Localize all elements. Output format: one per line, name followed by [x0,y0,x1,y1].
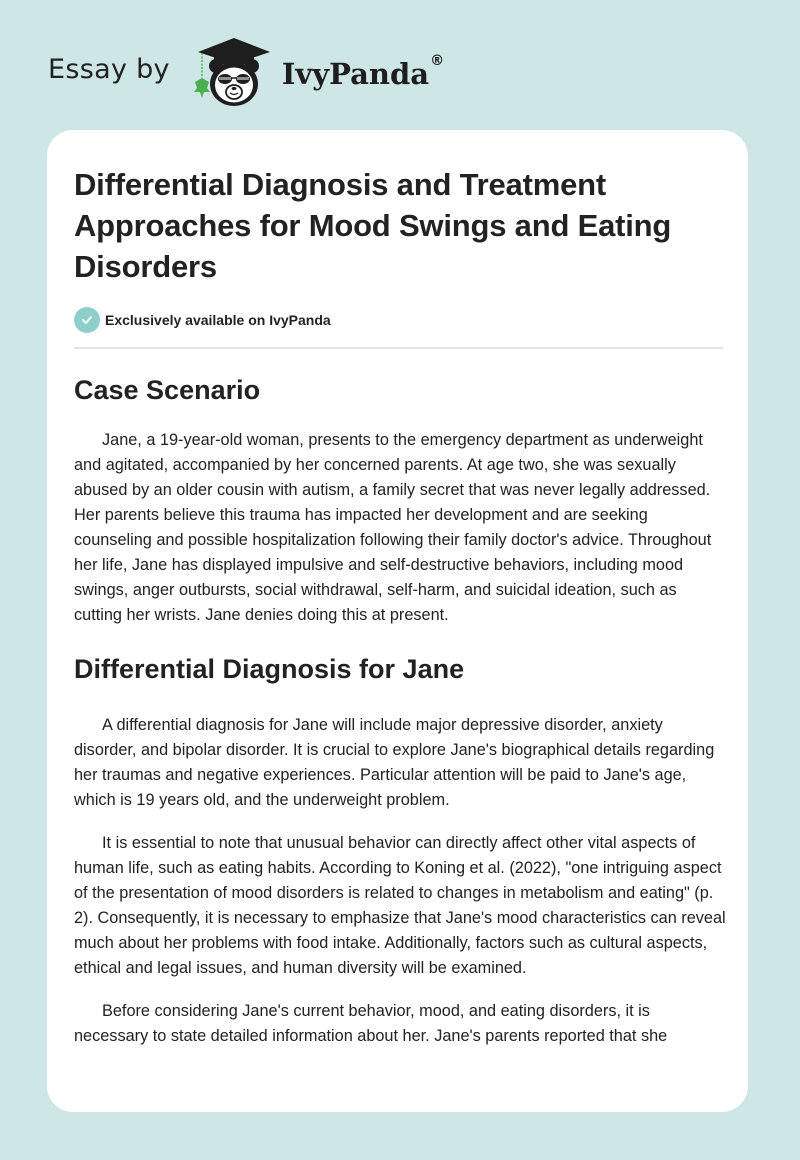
registered-mark: ® [430,53,445,69]
divider [74,347,723,349]
brand-text: IvyPanda [281,57,430,91]
section-heading-case-scenario: Case Scenario [74,375,261,405]
exclusive-badge [74,307,722,333]
exclusive-text: Exclusively available on IvyPanda [105,312,331,328]
essay-card [47,130,748,1112]
essay-by-label: Essay by [48,53,170,85]
paragraph: Before considering Jane's current behavior, mood, and eating disorders, it is necessary to state detailed information about her. Jane's parents reported that she [74,1002,668,1045]
section-heading-differential-diagnosis: Differential Diagnosis for Jane [74,654,465,684]
essay-title: Differential Diagnosis and Treatment Approaches for Mood Swings and Eating Disorders [74,167,672,284]
brand-name[interactable] [281,53,445,91]
site-header [48,34,444,110]
check-icon [74,307,100,333]
paragraph: It is essential to note that unusual behavior can directly affect other vital aspects of human life, such as eating habits. According to Koning et al. (2022), "one intriguing aspect of the presentation of mood disorders is related to changes in metabolism and eating" (p. 2). Consequently, it is necessary to emphasize that Jane's mood characteristics can reveal much about her problems with food intake. Additionally, factors such as cultural aspects, ethical and legal issues, and human diversity will be examined. [74,834,726,977]
panda-logo-icon[interactable] [186,34,276,110]
paragraph: Jane, a 19-year-old woman, presents to the emergency department as underweight and agitated, accompanied by her concerned parents. At age two, she was sexually abused by an older cousin with autism, a family secret that was never legally addressed. Her parents believe this trauma has impacted her development and are seeking counseling and possible hospitalization following their family doctor's advice. Throughout her life, Jane has displayed impulsive and self-destructive behaviors, including mood swings, anger outbursts, social withdrawal, self-harm, and suicidal ideation, such as cutting her wrists. Jane denies doing this at present. [74,431,712,624]
paragraph: A differential diagnosis for Jane will include major depressive disorder, anxiety disorder, and bipolar disorder. It is crucial to explore Jane's biographical details regarding her traumas and negative experiences. Particular attention will be paid to Jane's age, which is 19 years old, and the underweight problem. [74,716,715,809]
